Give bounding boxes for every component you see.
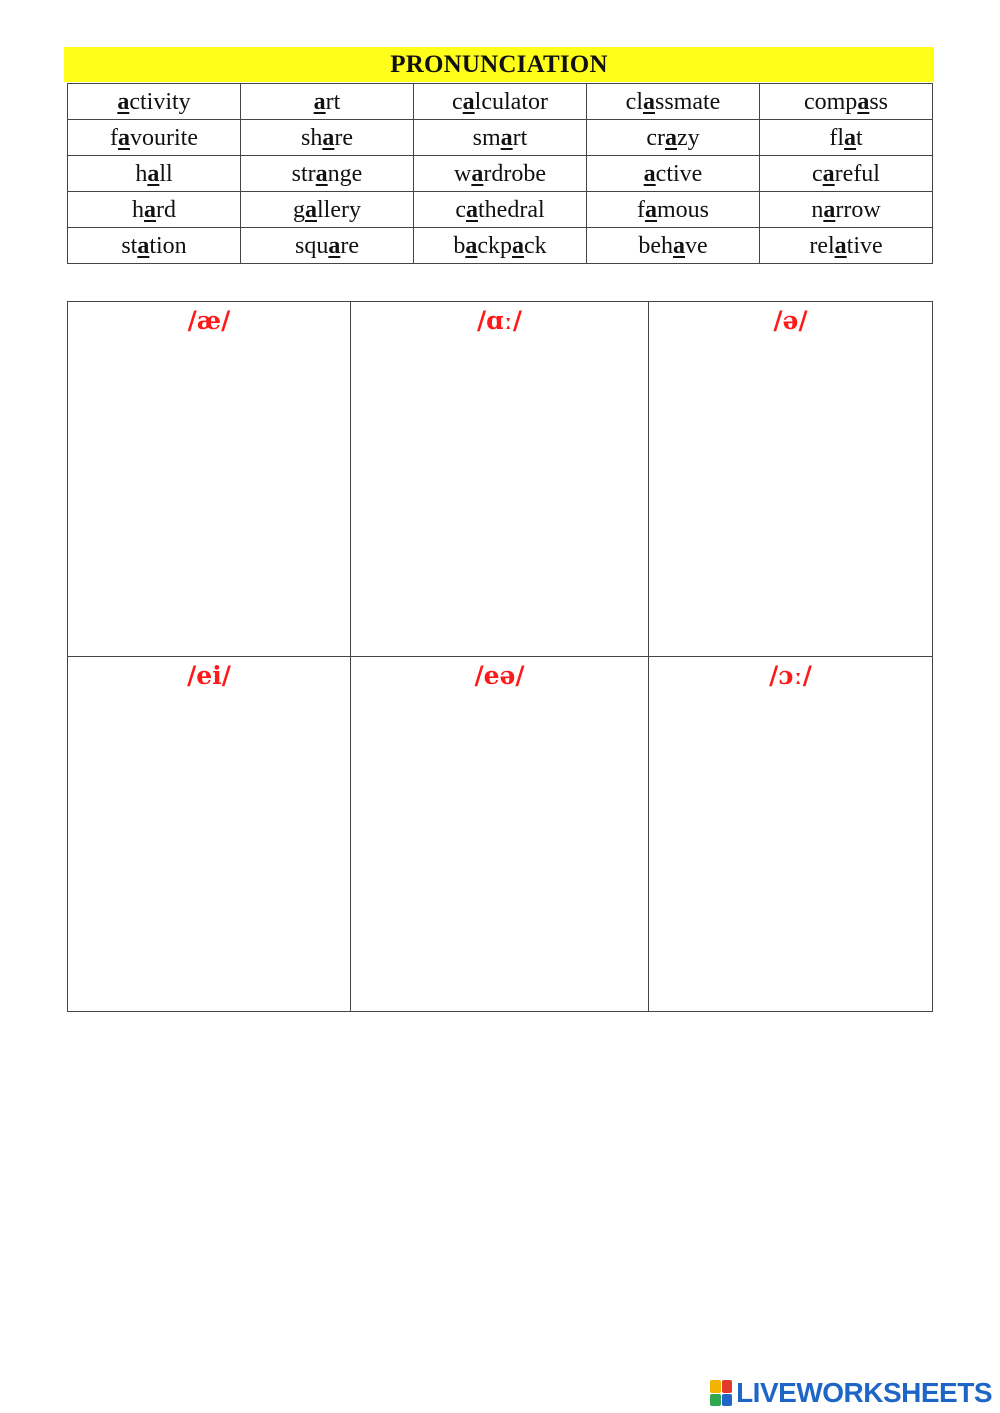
- sound-row: [68, 657, 933, 1012]
- word-part: lculator: [474, 88, 548, 115]
- highlighted-letter: a: [673, 232, 685, 259]
- liveworksheets-logo-icon: [710, 1380, 732, 1406]
- word-part: ss: [869, 88, 888, 115]
- word-cell[interactable]: [241, 84, 414, 120]
- highlighted-letter: a: [471, 160, 484, 187]
- word-part: rel: [809, 232, 835, 259]
- word-row: [68, 156, 933, 192]
- highlighted-letter: a: [500, 124, 513, 151]
- word-part: rt: [325, 88, 341, 115]
- word-cell[interactable]: [760, 84, 933, 120]
- word-part: fl: [829, 124, 844, 151]
- word: [812, 161, 880, 187]
- word-cell[interactable]: [414, 228, 587, 264]
- sound-drop-zone[interactable]: [649, 302, 933, 657]
- word: [626, 89, 721, 115]
- word-part: vourite: [130, 124, 198, 151]
- word-part: h: [132, 196, 144, 223]
- word-row: [68, 228, 933, 264]
- sound-sort-grid: [67, 301, 933, 1012]
- word-part: str: [291, 160, 316, 187]
- word: [301, 125, 353, 151]
- word-cell[interactable]: [68, 192, 241, 228]
- word-part: thedral: [478, 196, 545, 223]
- sound-label: /eə/: [474, 661, 525, 690]
- highlighted-letter: a: [328, 232, 341, 259]
- word-cell[interactable]: [68, 156, 241, 192]
- highlighted-letter: a: [147, 160, 160, 187]
- word-part: beh: [638, 232, 673, 259]
- word: [454, 161, 546, 187]
- word-part: ck: [524, 232, 547, 259]
- word-part: tive: [846, 232, 883, 259]
- word-part: c: [812, 160, 823, 187]
- word-row: [68, 84, 933, 120]
- highlighted-letter: a: [462, 88, 475, 115]
- word-cell[interactable]: [241, 228, 414, 264]
- word: [110, 125, 198, 151]
- word-cell[interactable]: [760, 228, 933, 264]
- word-part: squ: [295, 232, 329, 259]
- word-cell[interactable]: [760, 120, 933, 156]
- page-title: PRONUNCIATION: [64, 47, 934, 82]
- word-part: reful: [834, 160, 880, 187]
- word-cell[interactable]: [68, 84, 241, 120]
- word-part: zy: [677, 124, 700, 151]
- word: [455, 197, 544, 223]
- word: [644, 161, 703, 187]
- word: [135, 161, 172, 187]
- word-part: f: [110, 124, 118, 151]
- word-cell[interactable]: [68, 120, 241, 156]
- highlighted-letter: a: [117, 88, 130, 115]
- word-row: [68, 192, 933, 228]
- word-cell[interactable]: [241, 156, 414, 192]
- sound-drop-zone[interactable]: [351, 657, 649, 1012]
- word-cell[interactable]: [414, 156, 587, 192]
- word: [638, 233, 707, 259]
- word-part: f: [636, 196, 645, 223]
- highlighted-letter: a: [118, 124, 130, 151]
- word: [809, 233, 882, 259]
- word: [646, 125, 699, 151]
- word-part: nge: [327, 160, 363, 187]
- word-part: mous: [656, 196, 709, 223]
- word: [804, 89, 888, 115]
- word-part: st: [121, 232, 138, 259]
- word: [314, 89, 341, 115]
- word-table: [67, 83, 933, 264]
- word-part: cr: [646, 124, 665, 151]
- highlighted-letter: a: [137, 232, 150, 259]
- word-part: rdrobe: [483, 160, 546, 187]
- word-part: ll: [159, 160, 173, 187]
- word-part: ckp: [477, 232, 512, 259]
- word-cell[interactable]: [241, 120, 414, 156]
- word: [453, 233, 546, 259]
- word: [829, 125, 862, 151]
- sound-label: /ɑː/: [477, 306, 522, 335]
- sound-label: /æ/: [187, 306, 231, 335]
- word: [132, 197, 176, 223]
- highlighted-letter: a: [644, 196, 657, 223]
- word-cell[interactable]: [760, 192, 933, 228]
- highlighted-letter: a: [313, 88, 326, 115]
- word-cell[interactable]: [587, 156, 760, 192]
- word-part: ssmate: [655, 88, 721, 115]
- highlighted-letter: a: [834, 232, 847, 259]
- highlighted-letter: a: [844, 124, 856, 151]
- highlighted-letter: a: [665, 124, 677, 151]
- word-part: re: [340, 232, 359, 259]
- sound-drop-zone[interactable]: [649, 657, 933, 1012]
- word-cell[interactable]: [414, 192, 587, 228]
- word-part: t: [856, 124, 863, 151]
- word-part: ve: [685, 232, 708, 259]
- word-part: g: [293, 196, 305, 223]
- word-cell[interactable]: [241, 192, 414, 228]
- word-part: c: [452, 88, 463, 115]
- word-part: tion: [149, 232, 187, 259]
- sound-drop-zone[interactable]: [68, 657, 351, 1012]
- highlighted-letter: a: [823, 196, 836, 223]
- sound-drop-zone[interactable]: [68, 302, 351, 657]
- word-part: re: [334, 124, 353, 151]
- word-part: c: [455, 196, 466, 223]
- word-part: comp: [803, 88, 858, 115]
- word: [117, 89, 190, 115]
- word-part: cl: [625, 88, 643, 115]
- word-part: sh: [301, 124, 323, 151]
- highlighted-letter: a: [315, 160, 328, 187]
- word-cell[interactable]: [587, 228, 760, 264]
- word-cell[interactable]: [414, 84, 587, 120]
- word: [293, 197, 361, 223]
- word-cell[interactable]: [587, 192, 760, 228]
- word: [121, 233, 186, 259]
- word: [452, 89, 548, 115]
- highlighted-letter: a: [643, 160, 656, 187]
- highlighted-letter: a: [466, 196, 478, 223]
- word-part: llery: [317, 196, 361, 223]
- word: [811, 197, 880, 223]
- word-part: b: [453, 232, 466, 259]
- sound-label: /ei/: [187, 661, 231, 690]
- highlighted-letter: a: [144, 196, 156, 223]
- highlighted-letter: a: [322, 124, 335, 151]
- word: [637, 197, 709, 223]
- sound-drop-zone[interactable]: [351, 302, 649, 657]
- sound-label: /ɔː/: [769, 661, 812, 690]
- word: [473, 125, 528, 151]
- word-part: ctive: [655, 160, 703, 187]
- word-part: n: [811, 196, 824, 223]
- word-part: ctivity: [129, 88, 191, 115]
- word-cell[interactable]: [587, 84, 760, 120]
- word-cell[interactable]: [587, 120, 760, 156]
- highlighted-letter: a: [305, 196, 317, 223]
- word-cell[interactable]: [414, 120, 587, 156]
- highlighted-letter: a: [512, 232, 524, 259]
- word-row: [68, 120, 933, 156]
- highlighted-letter: a: [822, 160, 835, 187]
- word: [292, 161, 363, 187]
- highlighted-letter: a: [643, 88, 655, 115]
- word-part: sm: [472, 124, 501, 151]
- word-part: w: [454, 160, 472, 187]
- liveworksheets-logo: [710, 1377, 992, 1409]
- word: [295, 233, 359, 259]
- word-part: rrow: [835, 196, 881, 223]
- word-part: h: [135, 160, 148, 187]
- logo-text: LIVEWORKSHEETS: [736, 1377, 992, 1408]
- sound-label: /ə/: [773, 306, 808, 335]
- word-part: rd: [156, 196, 176, 223]
- highlighted-letter: a: [465, 232, 478, 259]
- highlighted-letter: a: [857, 88, 870, 115]
- word-cell[interactable]: [760, 156, 933, 192]
- word-cell[interactable]: [68, 228, 241, 264]
- sound-row: [68, 302, 933, 657]
- word-part: rt: [512, 124, 528, 151]
